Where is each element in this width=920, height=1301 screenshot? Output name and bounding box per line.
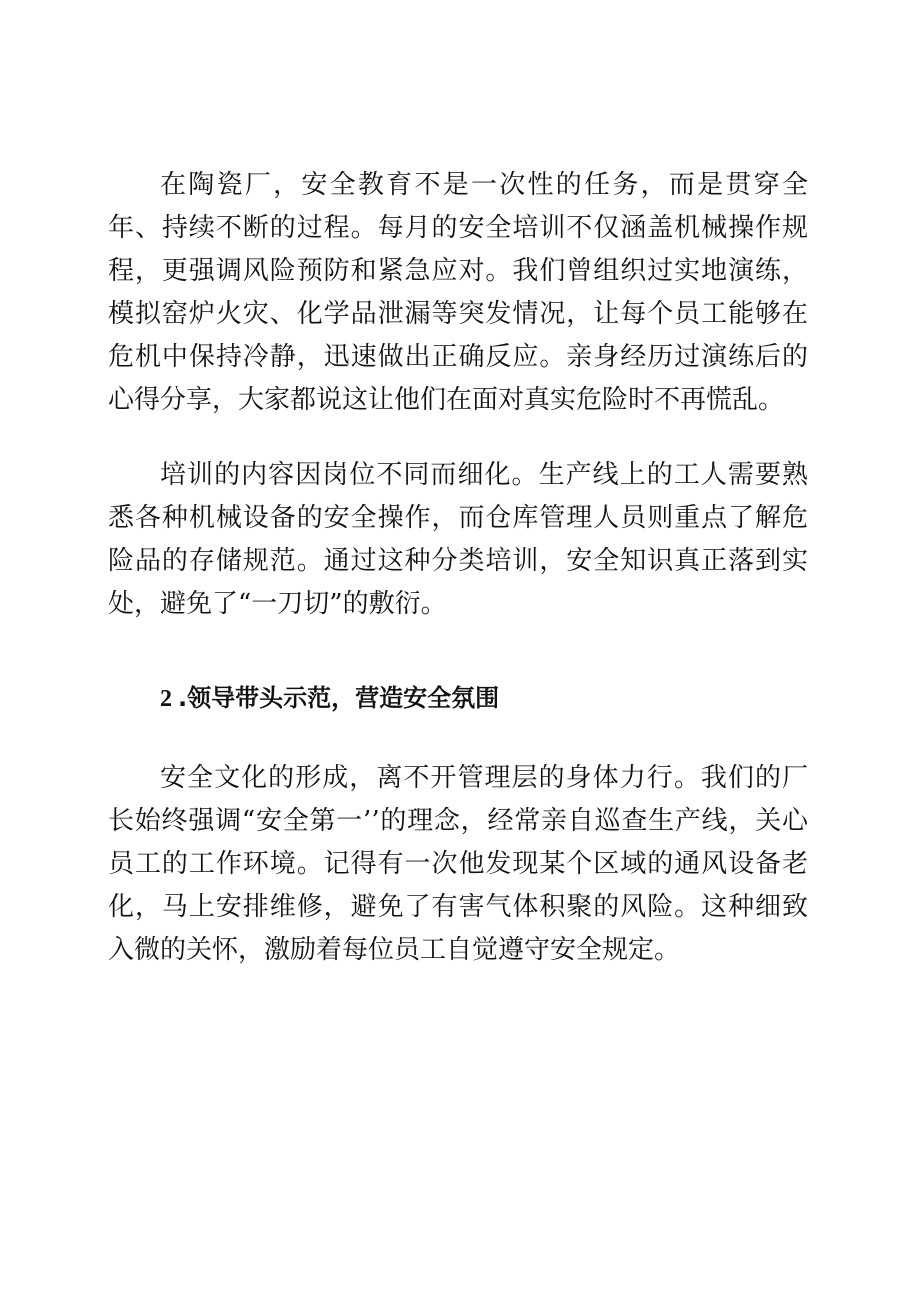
paragraph-training-content: 培训的内容因岗位不同而细化。生产线上的工人需要熟悉各种机械设备的安全操作，而仓库管理人员则重点了解危险品的存储规范。通过这种分类培训，安全知识真正落到实处，避免了“一刀切”的敷衍。 [108, 460, 808, 619]
section-title: .领导带头示范，营造安全氛围 [178, 684, 500, 712]
document-body [108, 164, 808, 972]
paragraph-leadership: 安全文化的形成，离不开管理层的身体力行。我们的厂长始终强调“安全第一’’的理念，经常亲自巡查生产线，关心员工的工作环境。记得有一次他发现某个区域的通风设备老化，马上安排维修，避免了有害气体积聚的风险。这种细致入微的关怀，激励着每位员工自觉遵守安全规定。 [108, 763, 808, 965]
paragraph-safety-education: 在陶瓷厂，安全教育不是一次性的任务，而是贯穿全年、持续不断的过程。每月的安全培训不仅涵盖机械操作规程，更强调风险预防和紧急应对。我们曾组织过实地演练，模拟窑炉火灾、化学品泄漏等突发情况，让每个员工能够在危机中保持冷静，迅速做出正确反应。亲身经历过演练后的心得分享，大家都说这让他们在面对真实危险时不再慌乱。 [108, 170, 808, 415]
section-heading [108, 678, 808, 719]
section-number: 2 [160, 686, 172, 712]
